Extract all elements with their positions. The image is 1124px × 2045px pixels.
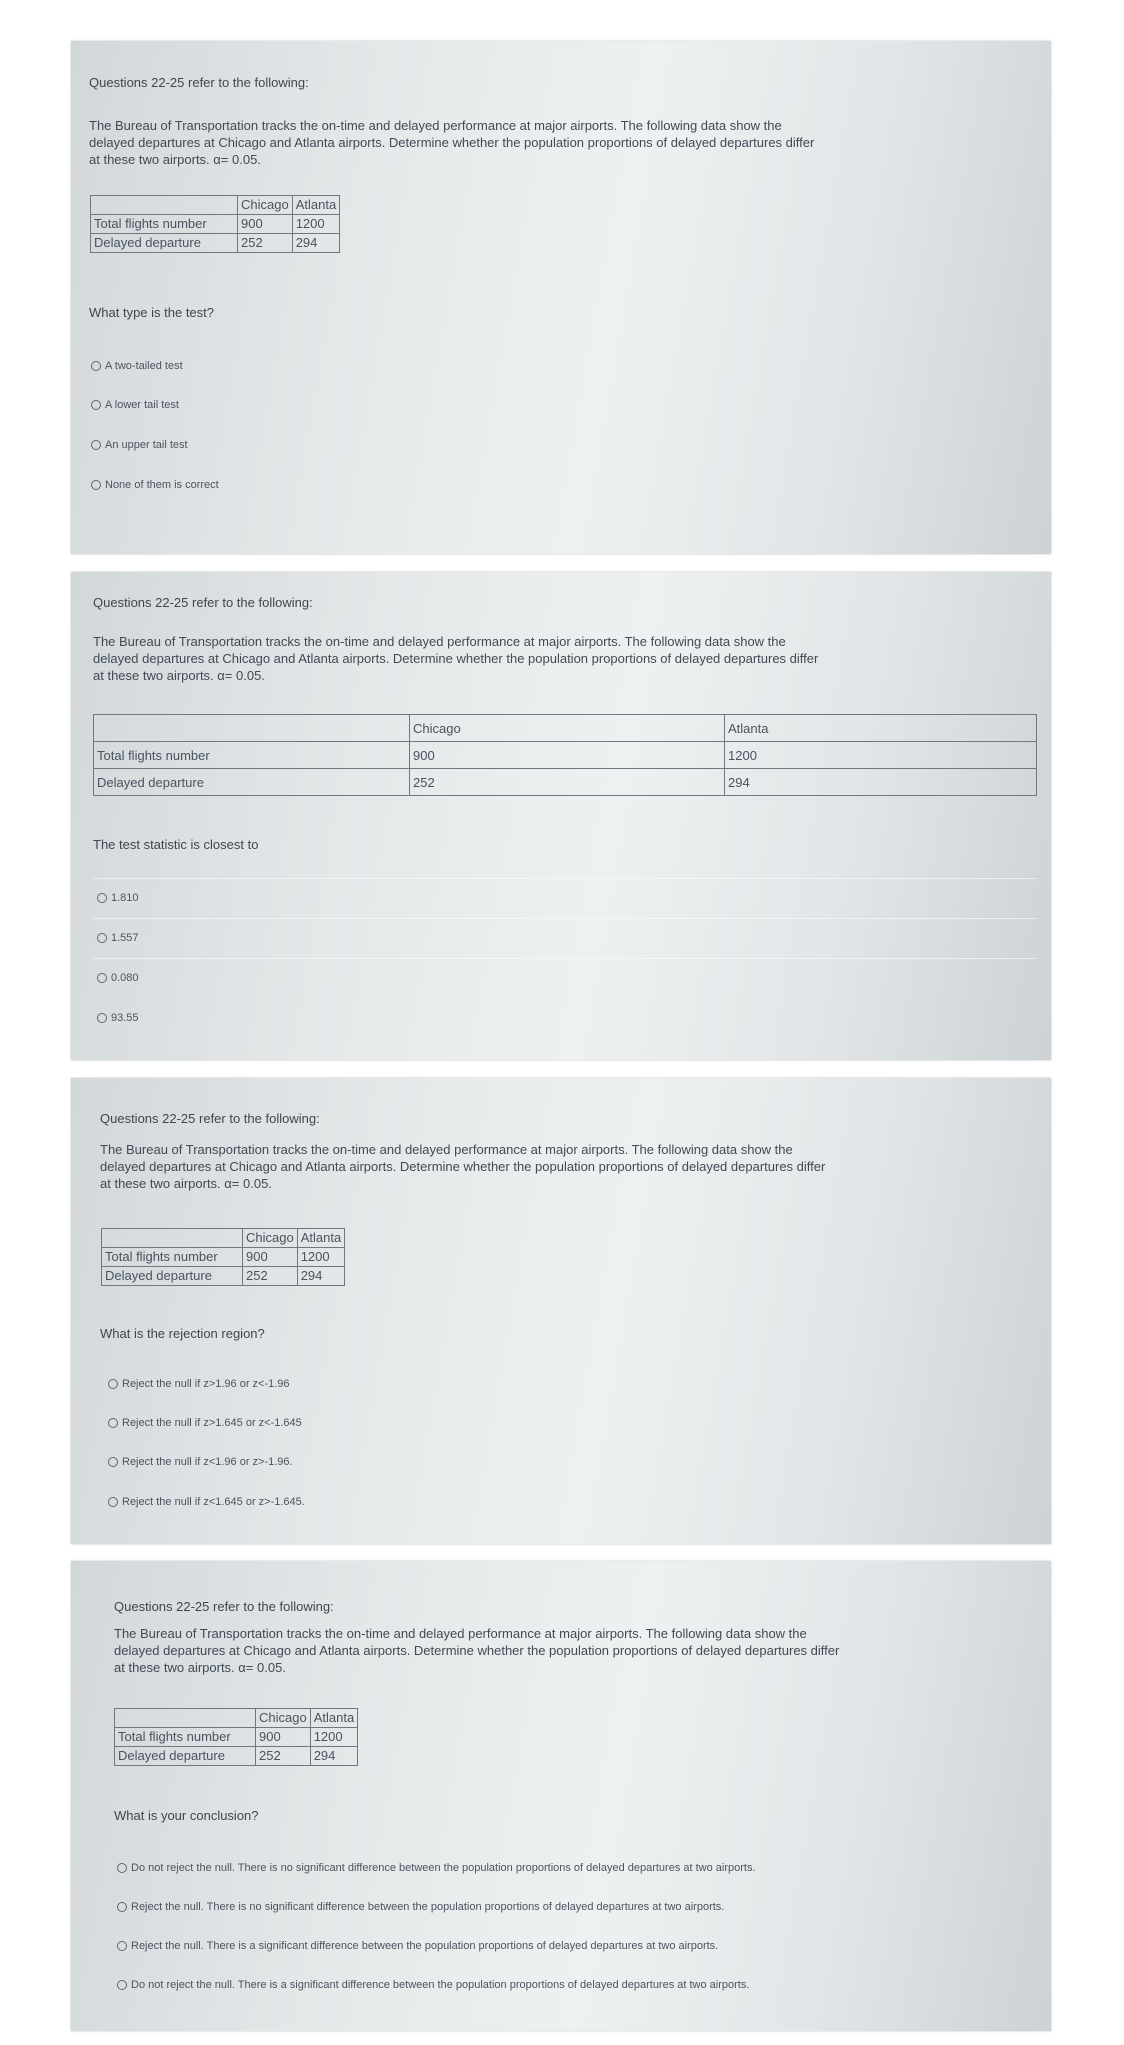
table-row bbox=[94, 742, 1037, 769]
radio-button-icon[interactable] bbox=[97, 973, 107, 983]
table-header-row bbox=[115, 1709, 358, 1728]
cell-value: 900 bbox=[238, 215, 293, 234]
answer-option[interactable] bbox=[117, 1979, 749, 1991]
question-prompt: What type is the test? bbox=[89, 305, 215, 320]
row-label: Total flights number bbox=[102, 1248, 243, 1267]
paragraph-line: at these two airports. α= 0.05. bbox=[93, 668, 265, 683]
radio-button-icon[interactable] bbox=[117, 1863, 127, 1873]
answer-option[interactable] bbox=[97, 932, 139, 944]
answer-option[interactable] bbox=[117, 1940, 718, 1952]
answer-option[interactable] bbox=[91, 439, 188, 451]
answer-option[interactable] bbox=[108, 1417, 302, 1429]
problem-paragraph bbox=[89, 117, 814, 168]
cell-value: 1200 bbox=[292, 215, 339, 234]
cell-value: 252 bbox=[238, 234, 293, 253]
paragraph-line: at these two airports. α= 0.05. bbox=[89, 152, 261, 167]
problem-paragraph bbox=[114, 1625, 839, 1676]
option-label: Reject the null if z>1.645 or z<-1.645 bbox=[122, 1417, 302, 1429]
row-label: Delayed departure bbox=[102, 1267, 243, 1286]
radio-button-icon[interactable] bbox=[108, 1379, 118, 1389]
option-label: 0.080 bbox=[111, 972, 139, 984]
answer-option[interactable] bbox=[108, 1496, 305, 1508]
question-panel-25 bbox=[71, 1561, 1051, 2031]
radio-button-icon[interactable] bbox=[108, 1457, 118, 1467]
option-label: Reject the null if z<1.96 or z>-1.96. bbox=[122, 1456, 293, 1468]
row-label: Delayed departure bbox=[94, 769, 410, 796]
cell-value: 252 bbox=[243, 1267, 298, 1286]
table-header-row bbox=[91, 196, 340, 215]
table-corner-cell bbox=[115, 1709, 256, 1728]
cell-value: 252 bbox=[256, 1747, 311, 1766]
answer-option[interactable] bbox=[108, 1378, 290, 1390]
intro-heading: Questions 22-25 refer to the following: bbox=[114, 1599, 334, 1614]
data-table bbox=[114, 1708, 358, 1766]
divider bbox=[93, 878, 1037, 879]
option-label: 93.55 bbox=[111, 1012, 139, 1024]
radio-button-icon[interactable] bbox=[97, 893, 107, 903]
table-header-atlanta: Atlanta bbox=[292, 196, 339, 215]
option-label: 1.557 bbox=[111, 932, 139, 944]
paragraph-line: at these two airports. α= 0.05. bbox=[114, 1660, 286, 1675]
radio-button-icon[interactable] bbox=[91, 400, 101, 410]
radio-button-icon[interactable] bbox=[97, 933, 107, 943]
row-label: Delayed departure bbox=[91, 234, 238, 253]
option-label: Reject the null. There is no significant difference between the population proportions of delayed departures at two airports. bbox=[131, 1901, 725, 1913]
data-table bbox=[101, 1228, 345, 1286]
paragraph-line: delayed departures at Chicago and Atlanta airports. Determine whether the population proportions of delayed departures differ bbox=[93, 651, 819, 666]
radio-button-icon[interactable] bbox=[117, 1902, 127, 1912]
paragraph-line: The Bureau of Transportation tracks the on-time and delayed performance at major airports. The following data show the bbox=[114, 1626, 807, 1641]
table-corner-cell bbox=[94, 715, 410, 742]
table-header-chicago: Chicago bbox=[410, 715, 725, 742]
table-header-atlanta: Atlanta bbox=[310, 1709, 357, 1728]
cell-value: 294 bbox=[310, 1747, 357, 1766]
question-prompt: What is the rejection region? bbox=[100, 1326, 265, 1341]
table-row bbox=[94, 769, 1037, 796]
table-row bbox=[91, 234, 340, 253]
radio-button-icon[interactable] bbox=[91, 361, 101, 371]
option-label: Reject the null if z>1.96 or z<-1.96 bbox=[122, 1378, 290, 1390]
radio-button-icon[interactable] bbox=[108, 1497, 118, 1507]
row-label: Total flights number bbox=[94, 742, 410, 769]
table-row bbox=[115, 1747, 358, 1766]
cell-value: 1200 bbox=[297, 1248, 344, 1267]
radio-button-icon[interactable] bbox=[97, 1013, 107, 1023]
option-label: Reject the null if z<1.645 or z>-1.645. bbox=[122, 1496, 305, 1508]
answer-option[interactable] bbox=[91, 360, 183, 372]
row-label: Total flights number bbox=[115, 1728, 256, 1747]
answer-option[interactable] bbox=[97, 892, 139, 904]
paragraph-line: delayed departures at Chicago and Atlanta airports. Determine whether the population proportions of delayed departures differ bbox=[114, 1643, 840, 1658]
table-header-chicago: Chicago bbox=[243, 1229, 298, 1248]
divider bbox=[93, 958, 1037, 959]
table-corner-cell bbox=[102, 1229, 243, 1248]
option-label: Do not reject the null. There is no significant difference between the population proportions of delayed departures at two airports. bbox=[131, 1862, 756, 1874]
radio-button-icon[interactable] bbox=[117, 1941, 127, 1951]
table-header-atlanta: Atlanta bbox=[297, 1229, 344, 1248]
cell-value: 294 bbox=[292, 234, 339, 253]
cell-value: 252 bbox=[410, 769, 725, 796]
option-label: None of them is correct bbox=[105, 479, 219, 491]
table-row bbox=[115, 1728, 358, 1747]
radio-button-icon[interactable] bbox=[91, 440, 101, 450]
question-panel-23 bbox=[71, 572, 1051, 1060]
divider bbox=[93, 918, 1037, 919]
cell-value: 900 bbox=[243, 1248, 298, 1267]
option-label: A lower tail test bbox=[105, 399, 179, 411]
row-label: Total flights number bbox=[91, 215, 238, 234]
option-label: A two-tailed test bbox=[105, 360, 183, 372]
radio-button-icon[interactable] bbox=[108, 1418, 118, 1428]
data-table bbox=[90, 195, 340, 253]
table-corner-cell bbox=[91, 196, 238, 215]
table-header-row bbox=[94, 715, 1037, 742]
answer-option[interactable] bbox=[117, 1862, 756, 1874]
table-header-atlanta: Atlanta bbox=[725, 715, 1037, 742]
cell-value: 900 bbox=[410, 742, 725, 769]
problem-paragraph bbox=[93, 633, 818, 684]
question-prompt: What is your conclusion? bbox=[114, 1808, 259, 1823]
table-row bbox=[91, 215, 340, 234]
cell-value: 294 bbox=[725, 769, 1037, 796]
row-label: Delayed departure bbox=[115, 1747, 256, 1766]
radio-button-icon[interactable] bbox=[91, 480, 101, 490]
paragraph-line: The Bureau of Transportation tracks the on-time and delayed performance at major airports. The following data show the bbox=[100, 1142, 793, 1157]
answer-option[interactable] bbox=[117, 1901, 724, 1913]
question-panel-24 bbox=[71, 1078, 1051, 1544]
answer-option[interactable] bbox=[91, 399, 179, 411]
table-row bbox=[102, 1248, 345, 1267]
answer-option[interactable] bbox=[108, 1456, 293, 1468]
cell-value: 1200 bbox=[725, 742, 1037, 769]
paragraph-line: The Bureau of Transportation tracks the on-time and delayed performance at major airports. The following data show the bbox=[93, 634, 786, 649]
table-header-chicago: Chicago bbox=[238, 196, 293, 215]
paragraph-line: delayed departures at Chicago and Atlanta airports. Determine whether the population proportions of delayed departures differ bbox=[100, 1159, 826, 1174]
intro-heading: Questions 22-25 refer to the following: bbox=[93, 595, 313, 610]
paragraph-line: at these two airports. α= 0.05. bbox=[100, 1176, 272, 1191]
question-prompt: The test statistic is closest to bbox=[93, 837, 259, 852]
cell-value: 294 bbox=[297, 1267, 344, 1286]
answer-option[interactable] bbox=[97, 1012, 139, 1024]
option-label: Do not reject the null. There is a significant difference between the population proportions of delayed departures at two airports. bbox=[131, 1979, 750, 1991]
cell-value: 900 bbox=[256, 1728, 311, 1747]
option-label: Reject the null. There is a significant difference between the population proportions of delayed departures at two airports. bbox=[131, 1940, 719, 1952]
paragraph-line: The Bureau of Transportation tracks the on-time and delayed performance at major airports. The following data show the bbox=[89, 118, 782, 133]
table-header-chicago: Chicago bbox=[256, 1709, 311, 1728]
paragraph-line: delayed departures at Chicago and Atlanta airports. Determine whether the population proportions of delayed departures differ bbox=[89, 135, 815, 150]
option-label: An upper tail test bbox=[105, 439, 188, 451]
answer-option[interactable] bbox=[97, 972, 139, 984]
intro-heading: Questions 22-25 refer to the following: bbox=[89, 75, 309, 90]
data-table bbox=[93, 714, 1037, 796]
table-row bbox=[102, 1267, 345, 1286]
radio-button-icon[interactable] bbox=[117, 1980, 127, 1990]
option-label: 1.810 bbox=[111, 892, 139, 904]
cell-value: 1200 bbox=[310, 1728, 357, 1747]
table-header-row bbox=[102, 1229, 345, 1248]
intro-heading: Questions 22-25 refer to the following: bbox=[100, 1111, 320, 1126]
answer-option[interactable] bbox=[91, 479, 219, 491]
question-panel-22 bbox=[71, 41, 1051, 554]
problem-paragraph bbox=[100, 1141, 825, 1192]
